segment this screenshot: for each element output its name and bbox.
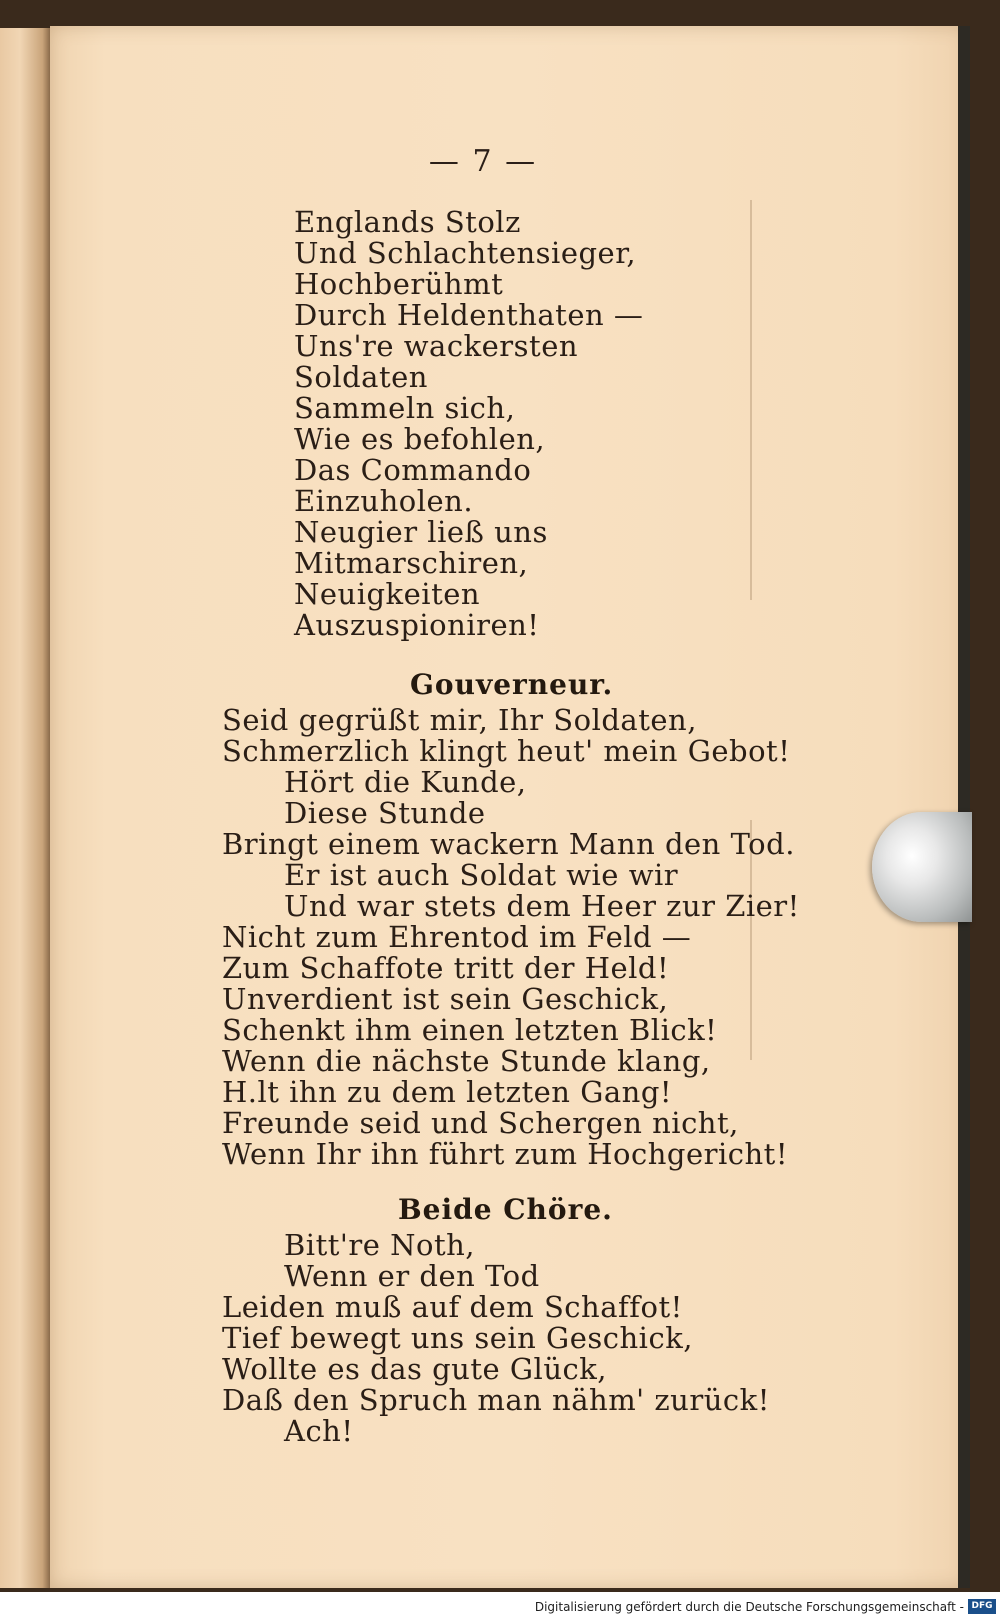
verse-line: Unverdient ist sein Geschick,	[222, 982, 669, 1016]
verse-line: Wenn die nächste Stunde klang,	[222, 1044, 711, 1078]
show-through-mark	[750, 200, 752, 600]
verse-line: Und war stets dem Heer zur Zier!	[284, 889, 800, 923]
verse-line: Soldaten	[294, 360, 428, 394]
verse-line: Und Schlachtensieger,	[294, 236, 637, 270]
verse-line: Zum Schaffote tritt der Held!	[222, 951, 670, 985]
verse-line: Durch Heldenthaten —	[294, 298, 644, 332]
speaker-heading: Gouverneur.	[410, 668, 614, 701]
footer-bar	[0, 1594, 1000, 1622]
verse-line: Ach!	[284, 1414, 354, 1448]
verse-line: Freunde seid und Schergen nicht,	[222, 1106, 739, 1140]
page-clip	[872, 812, 972, 922]
verse-line: Daß den Spruch man nähm' zurück!	[222, 1383, 770, 1417]
verse-line: Tief bewegt uns sein Geschick,	[222, 1321, 693, 1355]
verse-line: Bitt're Noth,	[284, 1228, 475, 1262]
adjacent-page-edge	[0, 28, 50, 1588]
verse-line: Er ist auch Soldat wie wir	[284, 858, 679, 892]
verse-line: Bringt einem wackern Mann den Tod.	[222, 827, 795, 861]
verse-line: Hört die Kunde,	[284, 765, 527, 799]
verse-line: Das Commando	[294, 453, 532, 487]
verse-line: Schenkt ihm einen letzten Blick!	[222, 1013, 718, 1047]
verse-line: Nicht zum Ehrentod im Feld —	[222, 920, 692, 954]
verse-line: Wenn Ihr ihn führt zum Hochgericht!	[222, 1137, 788, 1171]
verse-line: Seid gegrüßt mir, Ihr Soldaten,	[222, 703, 697, 737]
verse-line: Englands Stolz	[294, 205, 521, 239]
verse-line: Wollte es das gute Glück,	[222, 1352, 608, 1386]
verse-line: Einzuholen.	[294, 484, 474, 518]
verse-line: Leiden muß auf dem Schaffot!	[222, 1290, 683, 1324]
binding-edge	[958, 26, 970, 1588]
funding-notice: Digitalisierung gefördert durch die Deutsche Forschungsgemeinschaft -	[534, 1600, 964, 1614]
verse-line: Schmerzlich klingt heut' mein Gebot!	[222, 734, 791, 768]
speaker-heading: Beide Chöre.	[398, 1193, 613, 1226]
verse-line: Wenn er den Tod	[284, 1259, 540, 1293]
verse-line: Uns're wackersten	[294, 329, 579, 363]
dfg-logo: DFG	[968, 1599, 996, 1614]
verse-line: Hochberühmt	[294, 267, 504, 301]
verse-line: Diese Stunde	[284, 796, 486, 830]
verse-line: Sammeln sich,	[294, 391, 516, 425]
verse-line: Mitmarschiren,	[294, 546, 529, 580]
verse-line: Auszuspioniren!	[294, 608, 540, 642]
page-number: — 7 —	[428, 144, 538, 179]
verse-line: Neugier ließ uns	[294, 515, 548, 549]
verse-line: H.lt ihn zu dem letzten Gang!	[222, 1075, 673, 1109]
verse-line: Wie es befohlen,	[294, 422, 546, 456]
verse-line: Neuigkeiten	[294, 577, 481, 611]
